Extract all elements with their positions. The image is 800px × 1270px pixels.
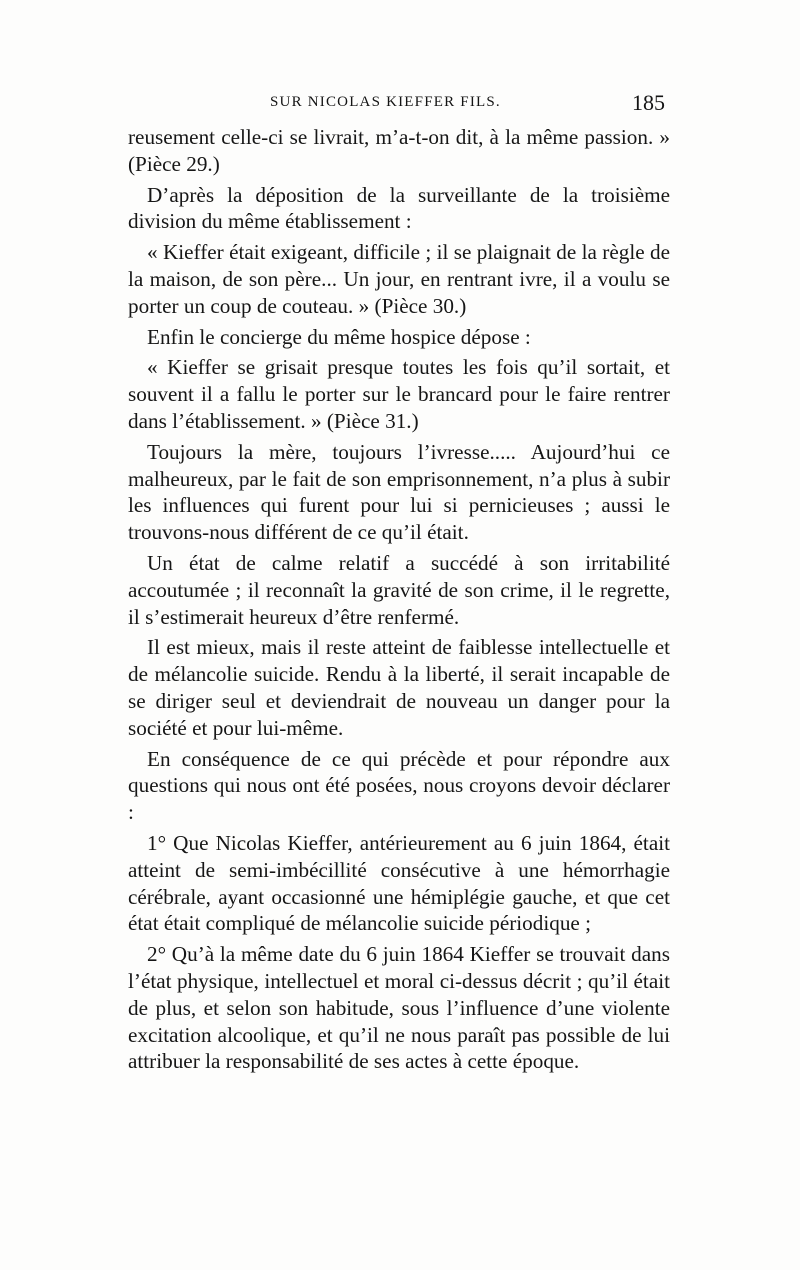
- page-header: [0, 90, 800, 118]
- paragraph-continuation: reusement celle-ci se livrait, m’a-t-on dit, à la même passion. » (Pièce 29.): [128, 125, 670, 176]
- paragraph-quote-piece-30: « Kieffer était exigeant, difficile ; il se plaignait de la règle de la maison, de son père... Un jour, en rentrant ivre, il a voulu se porter un coup de couteau. » (Pièce 30.): [128, 240, 670, 318]
- paragraph-conclusion-2: 2° Qu’à la même date du 6 juin 1864 Kieffer se trouvait dans l’état physique, intellectuel et moral ci-dessus décrit ; qu’il était de plus, et selon son habitude, sous l’influence d’une violente excitation alcoolique, et qu’il ne nous paraît pas possible de lui attribuer la responsabilité de ses actes à cette époque.: [128, 942, 670, 1074]
- running-title: SUR NICOLAS KIEFFER FILS.: [270, 94, 501, 110]
- paragraph-quote-piece-31: « Kieffer se grisait presque toutes les fois qu’il sortait, et souvent il a fallu le porter sur le brancard pour le faire rentrer dans l’établissement. » (Pièce 31.): [128, 355, 670, 433]
- body-text: [128, 124, 670, 1079]
- page-number: 185: [632, 90, 665, 115]
- paragraph-il-est-mieux: Il est mieux, mais il reste atteint de faiblesse intellectuelle et de mélancolie suicide. Rendu à la liberté, il serait incapable de se diriger seul et deviendrait de nouveau un danger pour la société et pour lui-même.: [128, 635, 670, 740]
- paragraph-conclusion-1: 1° Que Nicolas Kieffer, antérieurement au 6 juin 1864, était atteint de semi-imbécillité consécutive à une hémorrhagie cérébrale, ayant occasionné une hémiplégie gauche, et que cet état était compliqué de mélancolie suicide périodique ;: [128, 830, 670, 936]
- paragraph-etat-de-calme: Un état de calme relatif a succédé à son irritabilité accoutumée ; il reconnaît la gravité de son crime, il le regrette, il s’estimerait heureux d’être renfermé.: [128, 550, 670, 629]
- paragraph-en-consequence: En conséquence de ce qui précède et pour répondre aux questions qui nous ont été posées, nous croyons devoir déclarer :: [128, 746, 670, 825]
- paragraph-concierge: Enfin le concierge du même hospice dépose :: [147, 324, 531, 349]
- paragraph-deposition-surveillante: D’après la déposition de la surveillante de la troisième division du même établissement :: [128, 182, 670, 234]
- paragraph-toujours-la-mere: Toujours la mère, toujours l’ivresse..... Aujourd’hui ce malheureux, par le fait de son emprisonnement, n’a plus à subir les influences qui furent pour lui si pernicieuses ; aussi le trouvons-nous différent de ce qu’il était.: [128, 439, 670, 545]
